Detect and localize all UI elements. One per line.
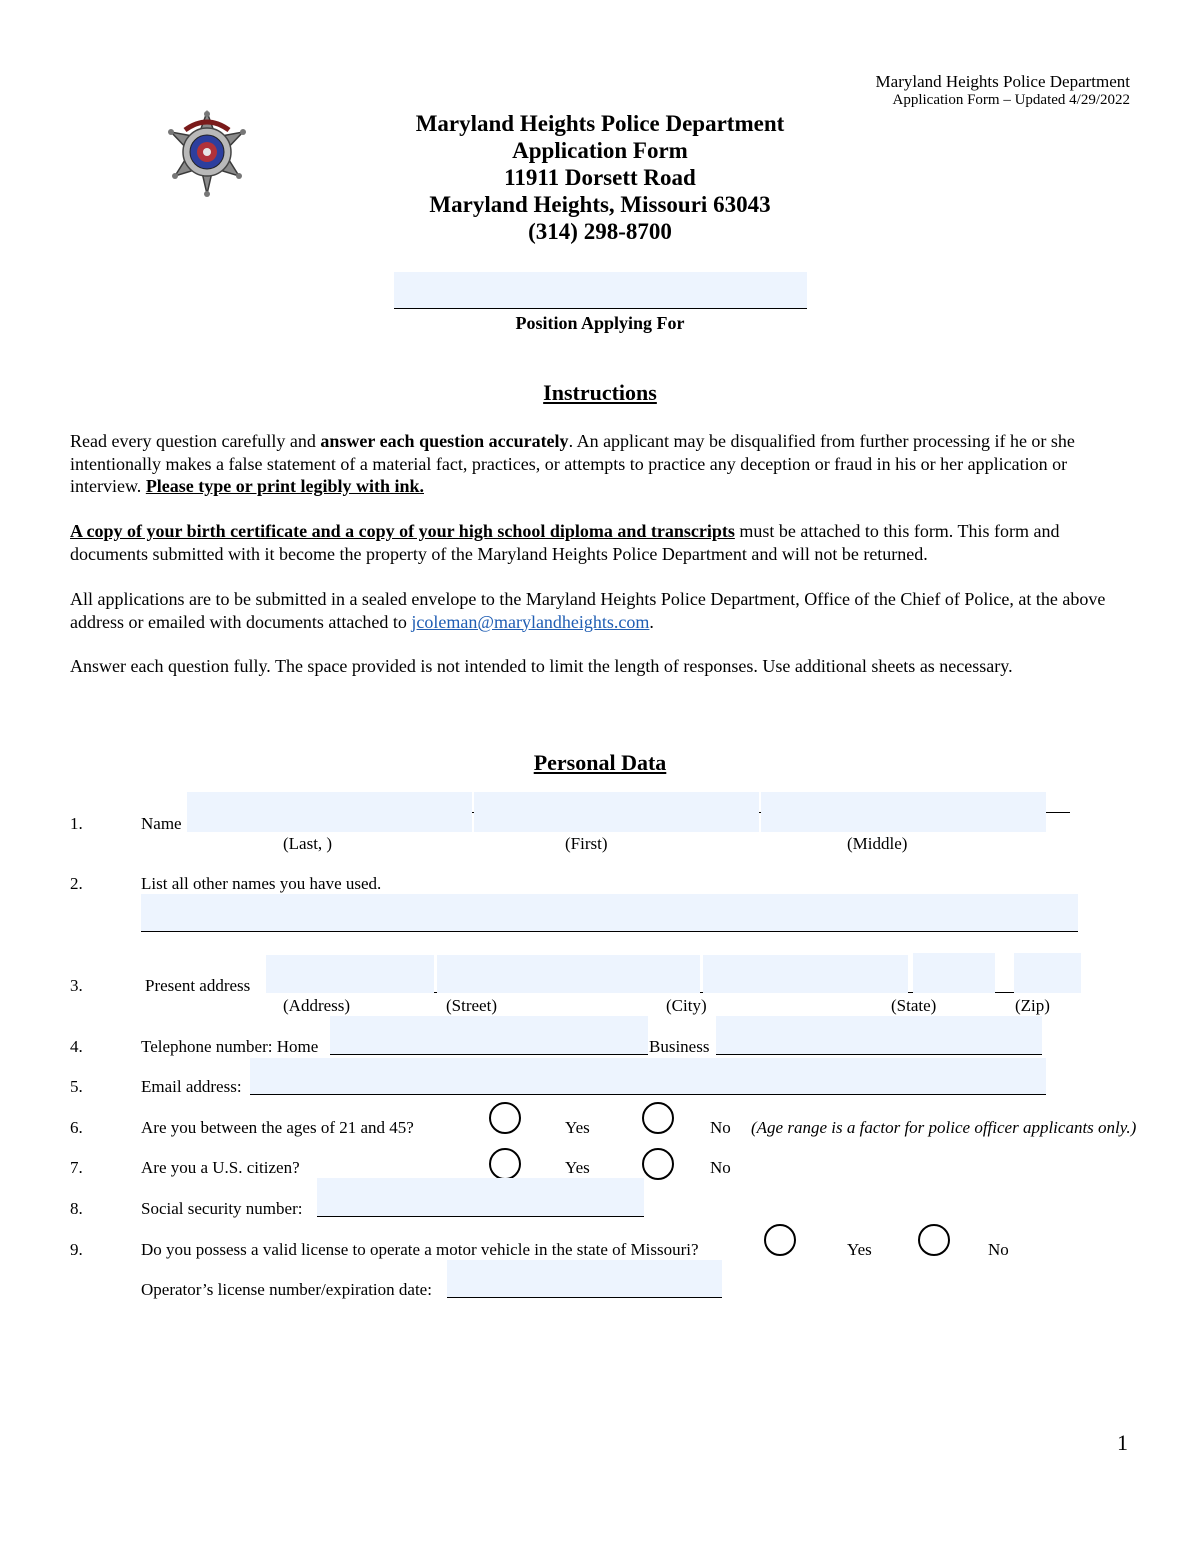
q4-business-label: Business <box>649 1037 710 1056</box>
q6-number: 6. <box>70 1118 83 1137</box>
first-name-input[interactable] <box>474 792 759 832</box>
q7-yes-radio[interactable] <box>489 1148 521 1180</box>
business-phone-input[interactable] <box>716 1016 1042 1055</box>
personal-data-heading: Personal Data <box>533 750 667 775</box>
q9-no-label: No <box>988 1240 1009 1259</box>
q3-address-caption: (Address) <box>283 996 351 1015</box>
position-input[interactable] <box>394 272 807 309</box>
q6-age-note: (Age range is a factor for police officer applicants only.) <box>751 1118 1137 1137</box>
q3-zip-caption: (Zip) <box>1015 996 1050 1015</box>
p1-text-b: . An applicant may be disqualified from further processing if he or she intentionally makes a false statement of a material fact, practices, or attempts to practice any deception or fraud in his or her application or interview. <box>70 431 1075 496</box>
q1-first-caption: (First) <box>565 834 608 853</box>
position-label: Position Applying For <box>515 313 685 333</box>
email-link[interactable]: jcoleman@marylandheights.com <box>411 611 650 632</box>
q6-no-label: No <box>710 1118 731 1137</box>
state-input[interactable] <box>913 953 995 993</box>
p2-text: must be attached to this form. This form and documents submitted with it become the property of the Maryland Heights Police Department and will not be returned. <box>70 521 1060 564</box>
title-line-3: 11911 Dorsett Road <box>504 165 696 190</box>
q7-no-label: No <box>710 1158 731 1177</box>
p1-emphasis: answer each question accurately <box>320 431 569 451</box>
police-badge-icon <box>163 110 251 198</box>
q3-city-caption: (City) <box>666 996 707 1015</box>
q3-street-caption: (Street) <box>446 996 497 1015</box>
title-line-2: Application Form <box>512 138 688 163</box>
q6-yes-radio[interactable] <box>489 1102 521 1134</box>
instructions-paragraph-2 <box>70 520 1130 565</box>
q7-number: 7. <box>70 1158 83 1177</box>
q9-number: 9. <box>70 1240 83 1259</box>
q5-number: 5. <box>70 1077 83 1096</box>
page-number: 1 <box>1117 1430 1128 1455</box>
q7-label: Are you a U.S. citizen? <box>141 1158 300 1177</box>
header-dept: Maryland Heights Police Department <box>875 72 1130 91</box>
middle-name-input[interactable] <box>761 792 1046 832</box>
q5-label: Email address: <box>141 1077 242 1096</box>
q9-no-radio[interactable] <box>918 1224 950 1256</box>
q7-yes-label: Yes <box>565 1158 590 1177</box>
q8-number: 8. <box>70 1199 83 1218</box>
p3-text-b: . <box>649 611 654 632</box>
instructions-heading: Instructions <box>543 380 657 405</box>
q4-number: 4. <box>70 1037 83 1056</box>
p2-required-docs: A copy of your birth certificate and a copy of your high school diploma and transcripts <box>70 521 735 541</box>
city-input[interactable] <box>703 955 908 993</box>
license-input[interactable] <box>447 1260 722 1298</box>
email-input[interactable] <box>250 1058 1046 1095</box>
q1-middle-caption: (Middle) <box>847 834 908 853</box>
zip-input[interactable] <box>1014 953 1081 993</box>
q6-label: Are you between the ages of 21 and 45? <box>141 1118 414 1137</box>
q9-yes-radio[interactable] <box>764 1224 796 1256</box>
license-label: Operator’s license number/expiration date: <box>141 1280 432 1299</box>
home-phone-input[interactable] <box>330 1016 648 1055</box>
q9-label: Do you possess a valid license to operate a motor vehicle in the state of Missouri? <box>141 1240 699 1259</box>
p3-text-a: All applications are to be submitted in a sealed envelope to the Maryland Heights Police Department, Office of the Chief of Police, at the above address or emailed with documents attached to <box>70 589 1106 632</box>
q9-yes-label: Yes <box>847 1240 872 1259</box>
instructions-paragraph-3 <box>70 588 1130 633</box>
q3-label: Present address <box>145 976 251 995</box>
q2-number: 2. <box>70 874 83 893</box>
q1-label: Name <box>141 814 182 833</box>
title-line-1: Maryland Heights Police Department <box>415 111 785 136</box>
header-updated: Application Form – Updated 4/29/2022 <box>892 92 1130 108</box>
q6-no-radio[interactable] <box>642 1102 674 1134</box>
street-input[interactable] <box>437 955 700 993</box>
title-line-4: Maryland Heights, Missouri 63043 <box>429 192 771 217</box>
instructions-paragraph-4: Answer each question fully. The space provided is not intended to limit the length of responses. Use additional sheets as necessary. <box>70 656 1013 676</box>
q8-label: Social security number: <box>141 1199 303 1218</box>
q3-state-caption: (State) <box>891 996 937 1015</box>
p1-text-a: Read every question carefully and <box>70 431 321 451</box>
q2-label: List all other names you have used. <box>141 874 382 893</box>
title-line-5: (314) 298-8700 <box>528 219 672 244</box>
q1-number: 1. <box>70 814 83 833</box>
other-names-input[interactable] <box>141 894 1078 932</box>
ssn-input[interactable] <box>317 1178 644 1217</box>
last-name-input[interactable] <box>187 792 472 832</box>
p1-ink-note: Please type or print legibly with ink. <box>145 476 424 496</box>
q3-number: 3. <box>70 976 83 995</box>
address-input[interactable] <box>266 955 434 993</box>
q1-last-caption: (Last, ) <box>283 834 333 853</box>
q4-label: Telephone number: Home <box>141 1037 319 1056</box>
q6-yes-label: Yes <box>565 1118 590 1137</box>
instructions-paragraph-1 <box>70 430 1130 498</box>
q7-no-radio[interactable] <box>642 1148 674 1180</box>
